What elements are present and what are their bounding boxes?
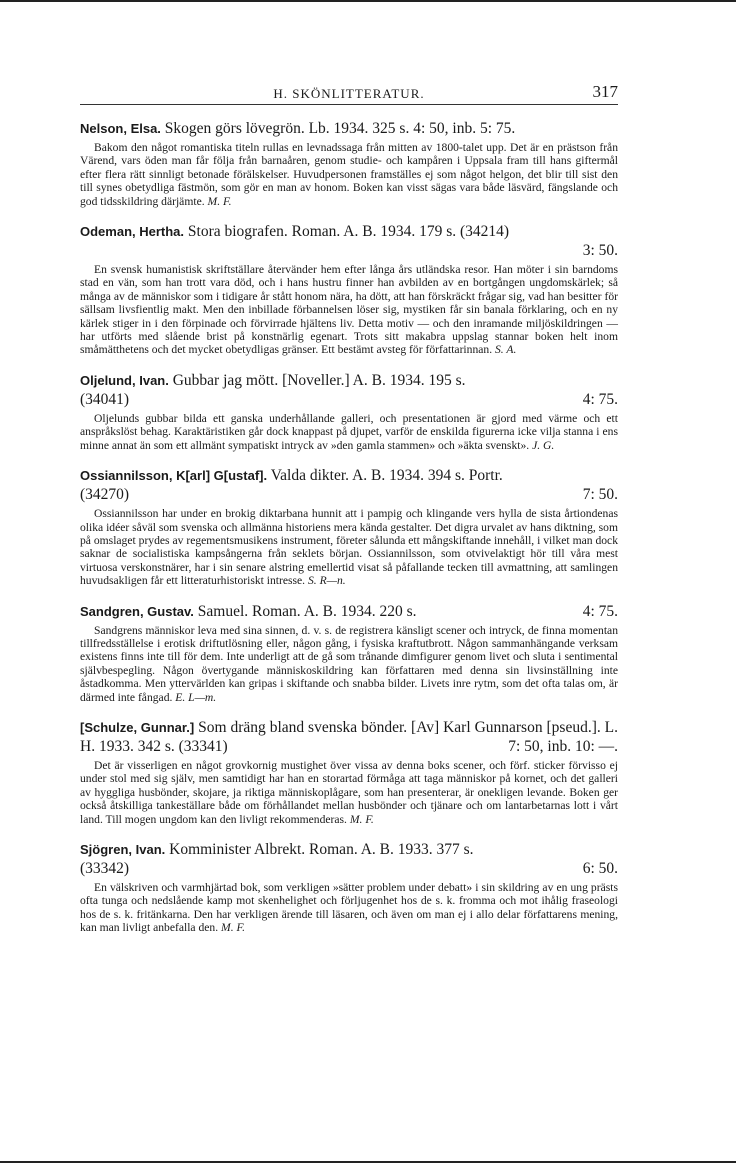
entry-heading (80, 840, 618, 859)
reviewer-signature: J. G. (532, 438, 555, 452)
entry-author: Odeman, Hertha. (80, 224, 185, 240)
entry-review: Sandgrens människor leva med sina sinnen, d. v. s. de registrera känsligt scener och intryck, de finna momentan tillfredsställelse i erotisk driftutlösning eller, någon gång, i fysiska kraftutbrott. Någon sammanhängande verksam existens finns inte till för dem. Inte underligt att de gå som trånande dimfigurer genom livet och sluta i sentimental självbespegling. Någon övertygande människoskildring kan författaren med denna sin livsinställning inte åstadkomma. Men yttervärlden kan gripas i skiftande och snabba bilder. Livets inre rytm, som det ofta talas om, är därmed inte fångad. E. L—m. (80, 623, 618, 704)
entry-price-line (80, 485, 618, 504)
entry-title: Komminister Albrekt. Roman. A. B. 1933. 377 s. (169, 841, 474, 858)
entry-title: Skogen görs lövegrön. Lb. 1934. 325 s. 4: 50, inb. 5: 75. (164, 120, 516, 137)
entry-review: Det är visserligen en något grovkornig mustighet över vissa av denna boks scener, och förf. sticker förvisso ej under stol med sig själv, men samtidigt har han en storartad förmåga att taga människor på kornet, och det galleri av hyggliga husbönder, skojare, ja riktiga människoplågare, som han presenterar, är onekligen levande. Boken ger också åtskilliga tankeställare både om förhållandet mellan husbönder och tjänare och om lantarbetarnas lott i vårt land. Till mogen ungdom kan den livligt rekommenderas. M. F. (80, 758, 618, 826)
entry-catalog-number: (34270) (80, 486, 130, 504)
page-number: 317 (592, 82, 618, 101)
reviewer-signature: M. F. (221, 921, 245, 935)
entry-price: 3: 50. (582, 242, 618, 260)
book-entry (80, 222, 618, 357)
reviewer-signature: M. F. (207, 194, 232, 208)
entry-heading (80, 602, 618, 621)
entry-price: 6: 50. (582, 860, 618, 877)
entry-author: [Schulze, Gunnar.] (80, 719, 195, 735)
entry-price-line (80, 859, 618, 878)
entry-title: Stora biografen. Roman. A. B. 1934. 179 s. (34214) (187, 223, 510, 241)
book-entry (80, 371, 618, 452)
reviewer-signature: S. R—n. (307, 574, 346, 588)
entry-price: 7: 50, inb. 10: —. (508, 737, 618, 755)
entry-heading (80, 222, 618, 241)
book-entry (80, 119, 618, 208)
entry-title: Gubbar jag mött. [Noveller.] A. B. 1934. 195 s. (172, 371, 466, 389)
entry-title: Som dräng bland svenska bönder. [Av] Karl Gunnarson [pseud.]. L. H. 1933. 342 s. (33341) (80, 718, 619, 755)
entry-review: En svensk humanistisk skriftställare återvänder hem efter långa års utländska resor. Han möter i sin barndoms stad en vän, som han trott vara död, och i hans hustru finner han avbilden av en bortgången ungdomskärlek; så många av de människor som i tidigare år stått honom nära, ha dött, att han förskräckt frågar sig, vad han besitter för sällsam livsfientlig makt. Men den inbillade förbannelsen löser sig, mystiken får sin banala förklaring, och en ny kärlek stiger in i den förpinade och förvirrade hjältens liv. Detta motiv — och den inramande miljöskildringen — har utförts med slående brist på konstnärlig egenart. Trots sitt makabra uppslag stannar boken helt inom småmätthetens och det mycket obetydligas gränser. Ett bestämt avsteg för författarinnan. S. A. (80, 263, 618, 357)
entry-price: 4: 75. (582, 390, 618, 408)
top-rule (0, 0, 736, 2)
entry-review: Bakom den något romantiska titeln rullas en levnadssaga från mitten av 1800-talet upp. Det är en prästson från Värend, vars öden man får följa från barnaåren, genom studie- och kampåren i Uppsala fram till hans giftermål efter flera rätt sinnligt betonade förälskelser. Huvudpersonen framställes ej som något helgon, det blir till sist den till synes obetydliga fästmön, som gör en man av honom. Boken kan visst sägas vara både läsvärd, fängslande och god tidsskildring därjämte. M. F. (80, 141, 618, 208)
entry-review: Oljelunds gubbar bilda ett ganska underhållande galleri, och presentationen är gjord med värme och ett anspråkslöst behag. Karaktäristiken går dock knappast på djupet, varför de enskilda figurerna icke vilja stanna i ens minne annat än som ett allmänt sympatiskt intryck av »den gamla stammen» och »äkta svenskt». J. G. (80, 411, 618, 452)
entry-heading (80, 466, 618, 485)
reviewer-signature: M. F. (349, 812, 374, 826)
reviewer-signature: E. L—m. (175, 690, 217, 704)
running-header (80, 84, 618, 105)
entry-heading (80, 119, 618, 138)
book-entry (80, 718, 618, 826)
entry-price: 7: 50. (582, 486, 618, 504)
entry-author: Sjögren, Ivan. (80, 842, 166, 857)
section-title: H. SKÖNLITTERATUR. (273, 86, 425, 101)
entry-author: Sandgren, Gustav. (80, 603, 194, 619)
entry-price-line (80, 390, 618, 409)
entry-review: En välskriven och varmhjärtad bok, som verkligen »sätter problem under debatt» i sin skildring av en ung prästs ofta tunga och nedslående kamp mot skenhelighet och förljugenhet hos de s. k. fromma och mot ihålig fraseologi hos de s. k. fritänkarna. Den har verkligen ärende till läsaren, och även om man ej i allo delar författarens mening, kan man livligt anbefalla den. M. F. (80, 881, 618, 935)
book-entry (80, 840, 618, 935)
entry-author: Ossiannilsson, K[arl] G[ustaf]. (80, 468, 268, 484)
entry-author: Nelson, Elsa. (80, 121, 161, 136)
entry-author: Oljelund, Ivan. (80, 372, 169, 388)
entry-heading (80, 718, 618, 756)
entry-title: Valda dikter. A. B. 1934. 394 s. Portr. (270, 467, 503, 485)
entry-title: Samuel. Roman. A. B. 1934. 220 s. (197, 602, 417, 620)
page (80, 84, 618, 935)
entry-catalog-number: (33342) (80, 860, 130, 877)
entry-heading (80, 371, 618, 390)
entry-catalog-number: (34041) (80, 390, 130, 408)
book-entry (80, 466, 618, 587)
entry-price: 4: 75. (582, 602, 618, 620)
entry-review: Ossiannilsson har under en brokig diktarbana hunnit att i pampig och klingande vers hylla de sista årtiondenas olika idéer såväl som svenska och allmänna historiens mera kända gestalter. Det digra urvalet av hans diktning, som på omslaget prydes av regementsmusikens instrument, företer sålunda ett mångskiftande innehåll, i vilket man dock saknar de socialistiska kampsångerna från seklets början. Ossiannilsson, som otvivelaktigt hör till våra mest virtuosa verskonstnärer, har i sin senare alstring emellertid visat så påfallande tecken till avmattning, att samlingen huvudsakligen får ett litteraturhistoriskt intresse. S. R—n. (80, 507, 618, 588)
book-entry (80, 602, 618, 704)
reviewer-signature: S. A. (495, 343, 517, 357)
